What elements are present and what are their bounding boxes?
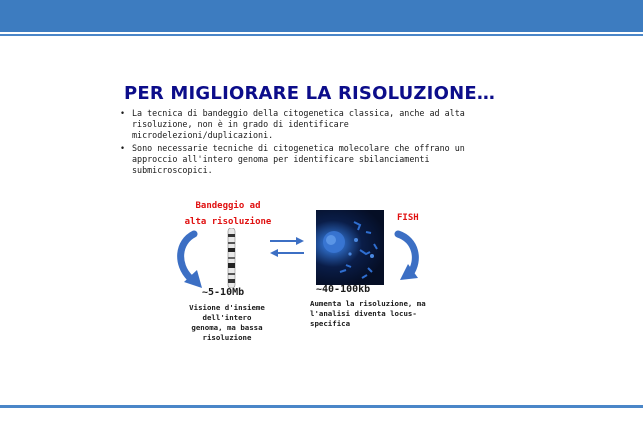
header-bar <box>0 0 643 32</box>
bandeggio-label: Bandeggio ad alta risoluzione <box>184 201 272 227</box>
right-description: Aumenta la risoluzione, ma l'analisi diventa locus-specifica <box>310 299 426 328</box>
slide-title: PER MIGLIORARE LA RISOLUZIONE… <box>124 83 496 104</box>
fish-label: FISH <box>397 213 419 223</box>
header-divider <box>0 34 643 36</box>
bullet-list <box>120 108 470 178</box>
right-resolution: ~40-100kb <box>316 284 371 295</box>
fish-image <box>316 210 384 285</box>
curved-arrow-left-icon <box>176 230 228 292</box>
left-resolution: ~5-10Mb <box>202 287 245 298</box>
curved-arrow-right-icon <box>386 230 428 288</box>
chromosome-image <box>227 228 236 288</box>
left-description: Visione d'insieme dell'intero genoma, ma bassa risoluzione <box>189 303 265 342</box>
fish-spots-icon <box>316 210 384 285</box>
exchange-arrows-icon <box>268 236 306 258</box>
bullet-item: • La tecnica di bandeggio della citogenetica classica, anche ad alta risoluzione, non è in grado di identificare microdelezioni/duplicazioni. <box>120 108 470 141</box>
footer-divider <box>0 405 643 408</box>
bullet-item: • Sono necessarie tecniche di citogenetica molecolare che offrano un approccio all'intero genoma per identificare sbilanciamenti submicroscopici. <box>120 143 470 176</box>
